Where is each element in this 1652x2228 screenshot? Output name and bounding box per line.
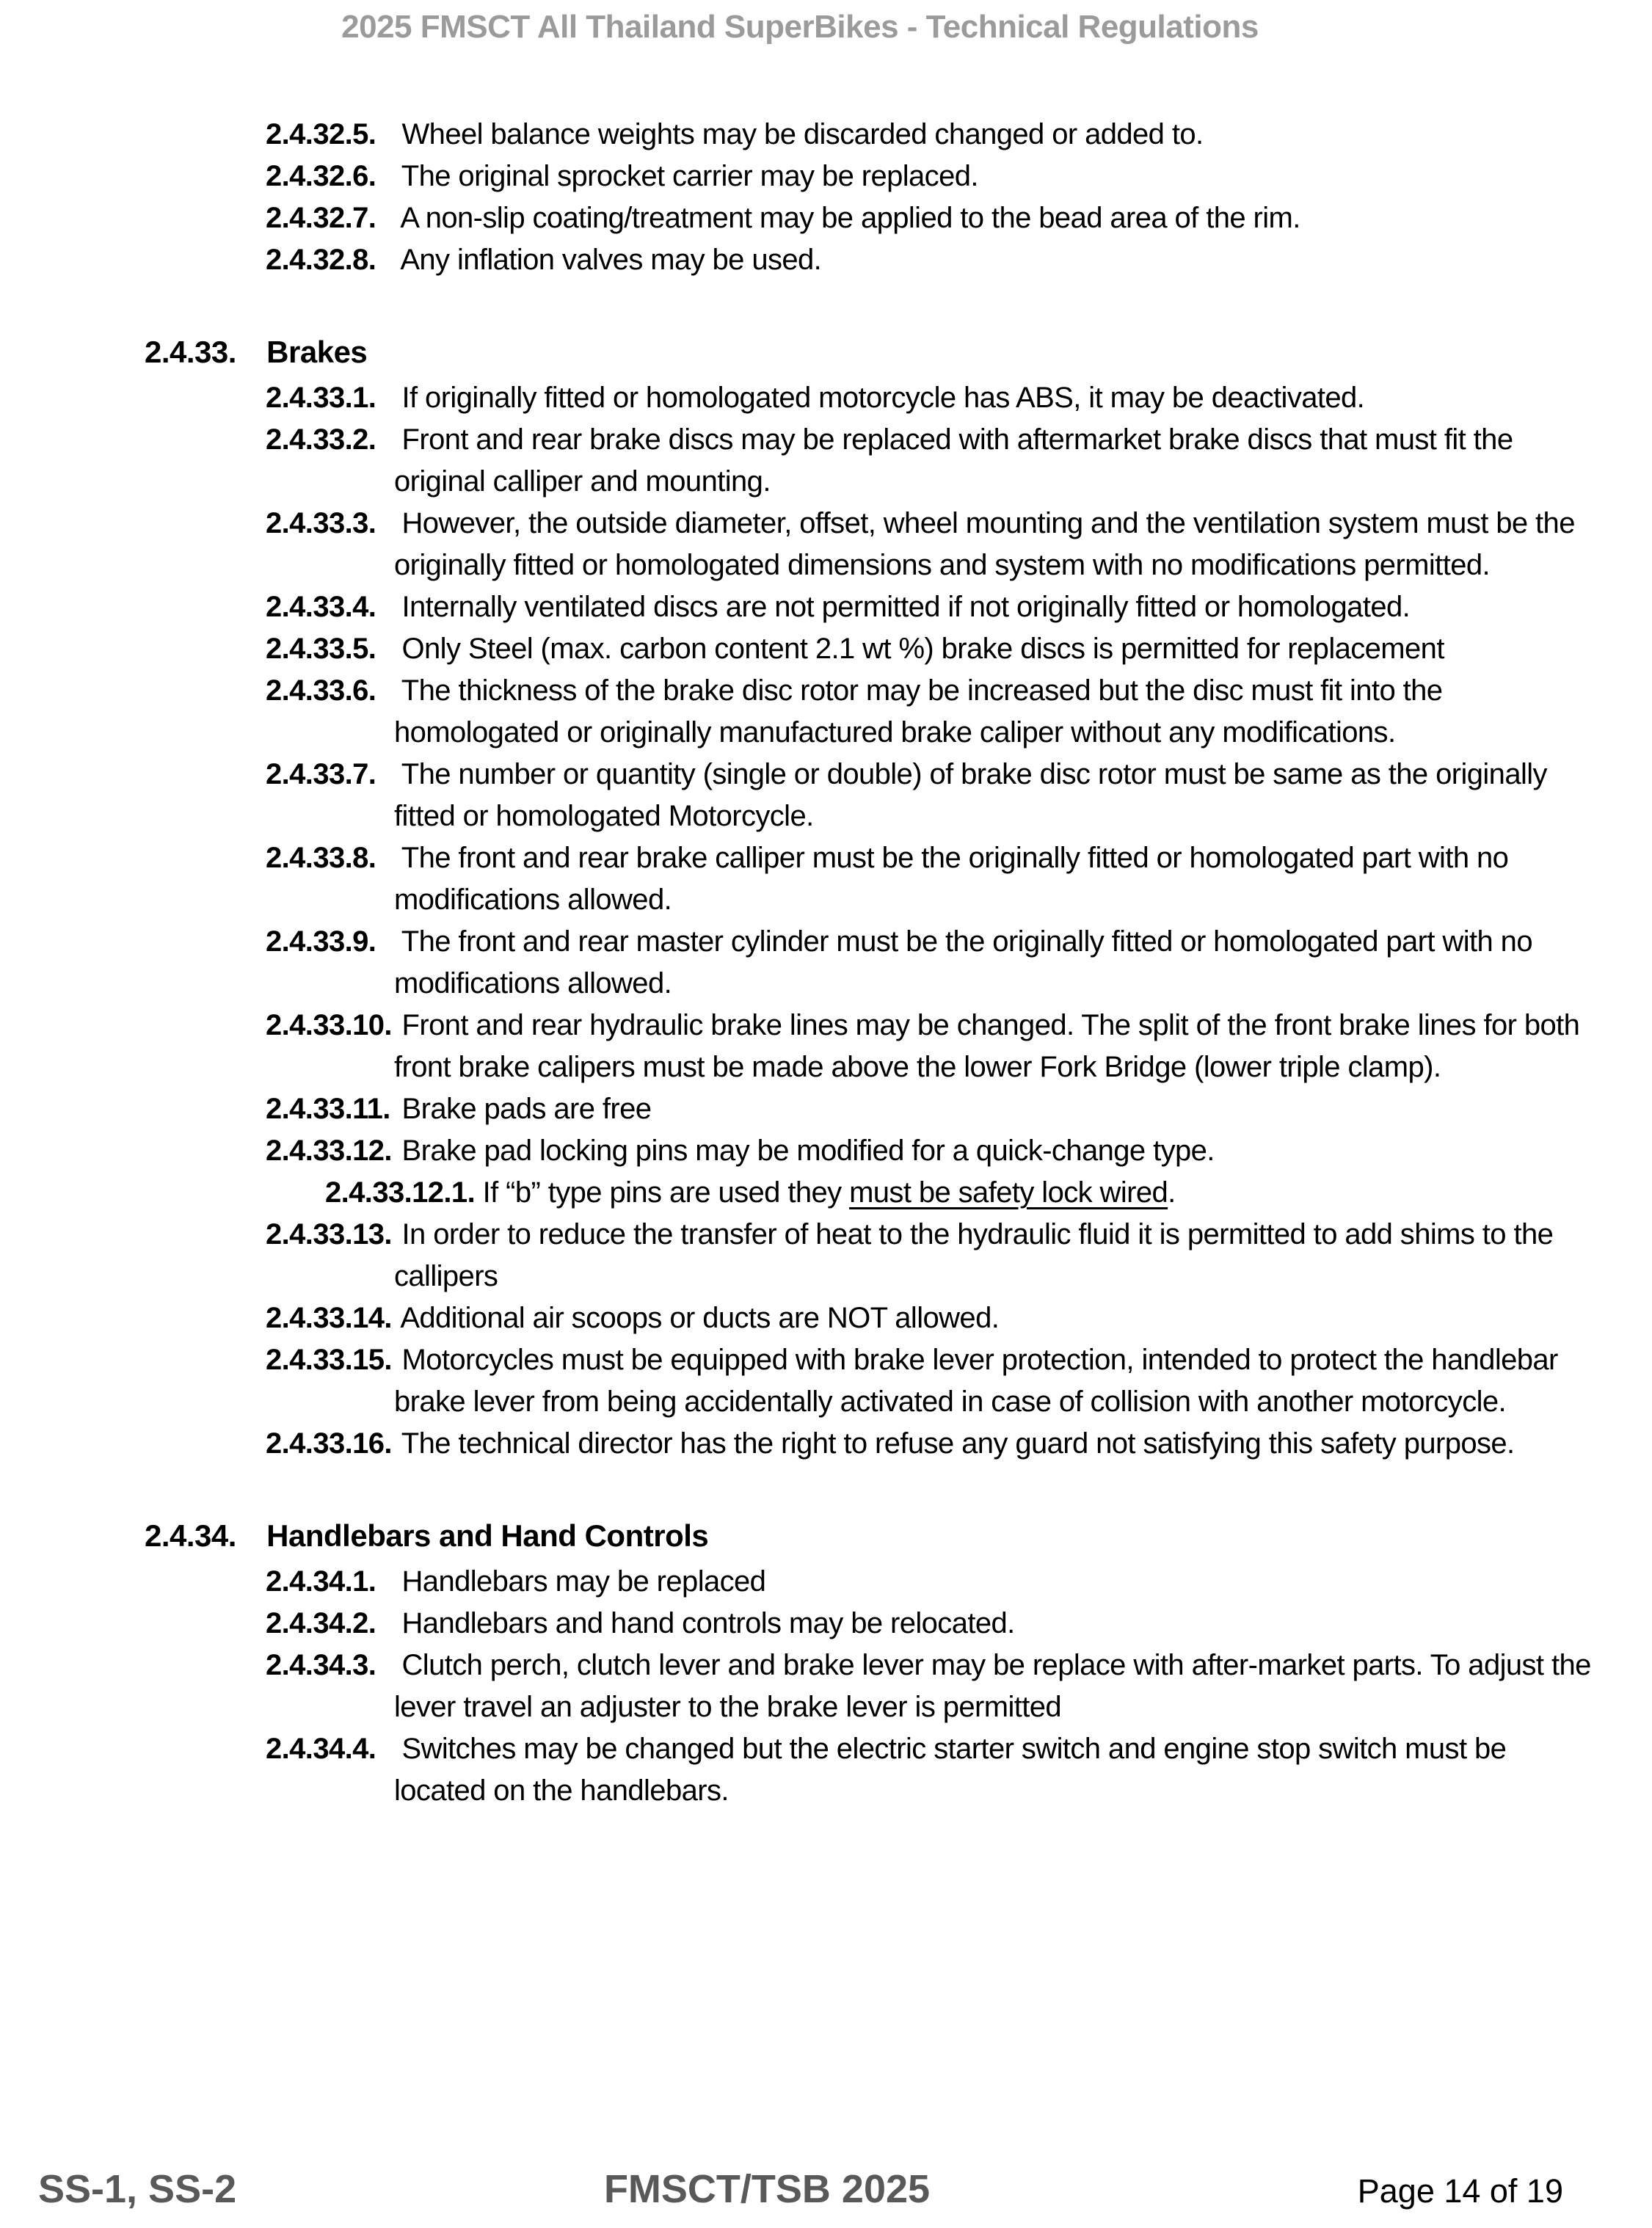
item-text: Brake pad locking pins may be modified for a quick-change type. — [401, 1135, 1215, 1167]
regulations-list — [0, 114, 1598, 1812]
item-text: Any inflation valves may be used. — [400, 244, 822, 276]
item-text: Handlebars may be replaced — [401, 1565, 766, 1598]
regulation-subitem — [325, 1172, 1585, 1214]
regulation-item — [266, 503, 1598, 586]
regulation-item — [266, 1214, 1598, 1297]
item-number: 2.4.33.7. — [266, 758, 376, 790]
item-text: Switches may be changed but the electric starter switch and engine stop switch must be located on the handlebars. — [394, 1733, 1507, 1807]
item-text: In order to reduce the transfer of heat to the hydraulic fluid it is permitted to add shims to the callipers — [394, 1218, 1554, 1292]
item-text-underlined: must be safety lock wired — [849, 1176, 1168, 1209]
regulation-item — [266, 156, 1598, 197]
item-text: A non-slip coating/treatment may be applied to the bead area of the rim. — [400, 202, 1300, 234]
item-number: 2.4.33.14. — [266, 1302, 392, 1334]
item-text: Only Steel (max. carbon content 2.1 wt %) brake discs is permitted for replacement — [401, 633, 1444, 665]
regulation-item — [266, 114, 1598, 156]
regulation-item — [266, 921, 1598, 1005]
item-text: Handlebars and hand controls may be relocated. — [401, 1607, 1015, 1639]
page-header-title: 2025 FMSCT All Thailand SuperBikes - Technical Regulations — [341, 9, 1259, 45]
item-text: . — [1168, 1176, 1176, 1209]
item-text: The front and rear brake calliper must be the originally fitted or homologated part with no modifications allowed. — [394, 842, 1509, 916]
regulation-item — [266, 1561, 1598, 1603]
regulation-item — [266, 586, 1598, 628]
regulation-item — [266, 1645, 1598, 1728]
item-number: 2.4.34.2. — [266, 1607, 376, 1639]
item-text: If originally fitted or homologated motorcycle has ABS, it may be deactivated. — [401, 382, 1365, 414]
regulation-item — [266, 239, 1598, 281]
regulation-item — [266, 1423, 1598, 1465]
footer-class-codes: SS-1, SS-2 — [38, 2167, 237, 2211]
footer-page-number: Page 14 of 19 — [1357, 2172, 1563, 2210]
item-number: 2.4.32.8. — [266, 244, 376, 276]
section-heading-text: Handlebars and Hand Controls — [266, 1518, 709, 1553]
section-heading — [145, 331, 1598, 373]
item-text: Wheel balance weights may be discarded changed or added to. — [401, 118, 1204, 150]
regulation-item — [266, 377, 1598, 419]
item-text: The thickness of the brake disc rotor may be increased but the disc must fit into the homologated or originally manufactured brake caliper without any modifications. — [394, 674, 1443, 749]
item-text: If “b” type pins are used they — [482, 1176, 850, 1209]
item-number: 2.4.34. — [145, 1518, 236, 1553]
item-number: 2.4.33.13. — [266, 1218, 392, 1250]
item-text: Brake pads are free — [401, 1093, 652, 1125]
regulation-item — [266, 670, 1598, 754]
regulation-item — [266, 197, 1598, 239]
regulation-item — [266, 628, 1598, 670]
item-number: 2.4.33.4. — [266, 591, 376, 623]
footer-document-code: FMSCT/TSB 2025 — [603, 2167, 931, 2211]
item-text: However, the outside diameter, offset, wheel mounting and the ventilation system must be the originally fitted or homologated dimensions and system with no modifications permitted. — [394, 507, 1575, 581]
regulation-item — [266, 837, 1598, 921]
page-footer — [0, 2166, 1652, 2221]
item-number: 2.4.33.2. — [266, 423, 376, 456]
item-text: Front and rear hydraulic brake lines may be changed. The split of the front brake lines for both front brake calipers must be made above the lower Fork Bridge (lower triple clamp). — [394, 1009, 1580, 1083]
item-text: The original sprocket carrier may be replaced. — [401, 160, 978, 192]
item-text: Internally ventilated discs are not permitted if not originally fitted or homologated. — [401, 591, 1411, 623]
item-text: Front and rear brake discs may be replaced with aftermarket brake discs that must fit the original calliper and mounting. — [394, 423, 1513, 498]
item-number: 2.4.34.4. — [266, 1733, 376, 1765]
section-heading-text: Brakes — [266, 335, 368, 369]
item-number: 2.4.34.3. — [266, 1649, 376, 1681]
section-heading — [145, 1515, 1598, 1557]
item-number: 2.4.33.12.1. — [325, 1176, 476, 1209]
item-number: 2.4.33.3. — [266, 507, 376, 539]
item-text: The front and rear master cylinder must be the originally fitted or homologated part with no modifications allowed. — [394, 925, 1532, 1000]
item-number: 2.4.33. — [145, 335, 236, 369]
item-text: The number or quantity (single or double) of brake disc rotor must be same as the originally fitted or homologated Motorcycle. — [394, 758, 1547, 832]
item-text: The technical director has the right to refuse any guard not satisfying this safety purpose. — [401, 1427, 1515, 1460]
item-number: 2.4.33.15. — [266, 1344, 392, 1376]
item-number: 2.4.33.10. — [266, 1009, 392, 1041]
regulation-item — [266, 1297, 1598, 1339]
item-number: 2.4.32.5. — [266, 118, 376, 150]
item-number: 2.4.33.6. — [266, 674, 376, 707]
item-number: 2.4.32.7. — [266, 202, 376, 234]
item-number: 2.4.33.8. — [266, 842, 376, 874]
item-number: 2.4.33.5. — [266, 633, 376, 665]
item-number: 2.4.33.9. — [266, 925, 376, 958]
item-number: 2.4.33.16. — [266, 1427, 392, 1460]
regulation-item — [266, 1130, 1598, 1172]
item-text: Additional air scoops or ducts are NOT allowed. — [400, 1302, 1000, 1334]
item-number: 2.4.33.1. — [266, 382, 376, 414]
regulation-item — [266, 1603, 1598, 1645]
regulation-item — [266, 1728, 1598, 1812]
item-number: 2.4.33.11. — [266, 1093, 390, 1125]
item-number: 2.4.33.12. — [266, 1135, 392, 1167]
item-text: Clutch perch, clutch lever and brake lever may be replace with after-market parts. To adjust the lever travel an adjuster to the brake lever is permitted — [394, 1649, 1591, 1723]
regulation-item — [266, 1339, 1598, 1423]
item-number: 2.4.34.1. — [266, 1565, 376, 1598]
regulation-item — [266, 754, 1598, 837]
regulation-item — [266, 1005, 1598, 1088]
regulation-item — [266, 419, 1598, 503]
regulation-item — [266, 1088, 1598, 1130]
item-number: 2.4.32.6. — [266, 160, 376, 192]
item-text: Motorcycles must be equipped with brake lever protection, intended to protect the handlebar brake lever from being accidentally activated in case of collision with another motorcycle. — [394, 1344, 1558, 1418]
